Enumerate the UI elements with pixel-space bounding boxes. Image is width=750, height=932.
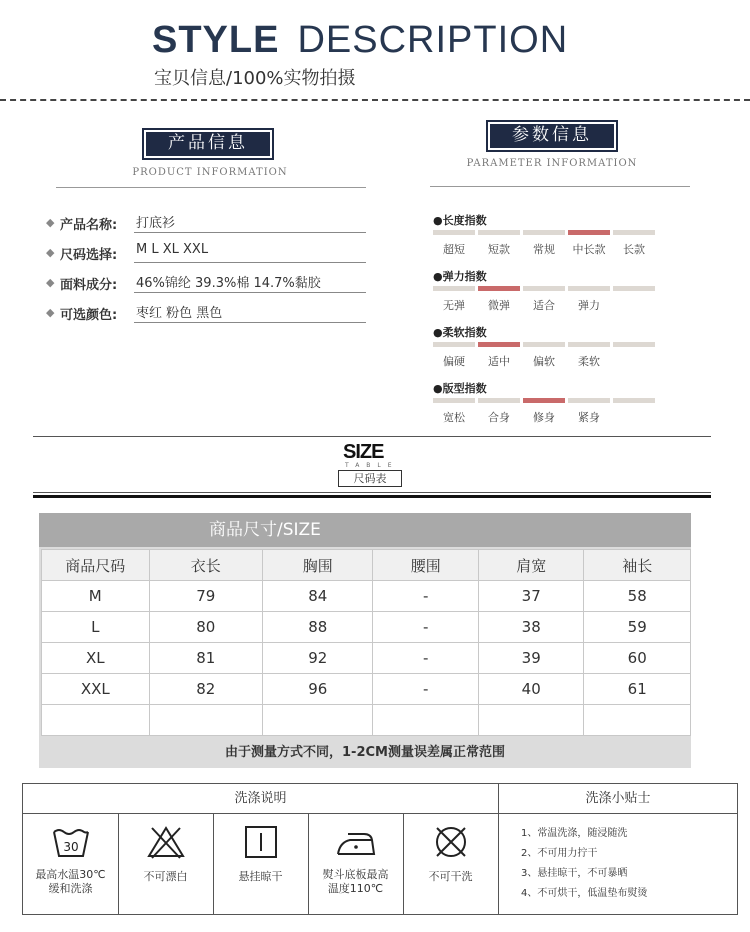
care-symbol-caption bbox=[213, 870, 308, 884]
size-table-cell bbox=[42, 705, 150, 736]
parameter-title: ●长度指数 bbox=[433, 214, 487, 227]
size-table-cell: 60 bbox=[584, 643, 691, 674]
size-table-cell: XXL bbox=[42, 674, 150, 705]
product-info-label: 面料成分: bbox=[60, 278, 118, 293]
parameter-segment bbox=[478, 398, 520, 403]
care-symbol-caption bbox=[308, 868, 403, 896]
dashed-divider bbox=[0, 99, 750, 101]
size-table-cell: 38 bbox=[478, 612, 584, 643]
care-symbol-cell bbox=[308, 814, 404, 914]
parameter-info-heading-en: PARAMETER INFORMATION bbox=[466, 158, 638, 169]
size-heading: SIZE bbox=[343, 441, 384, 463]
care-tip: 4、不可烘干，低温垫布熨烫 bbox=[521, 888, 648, 899]
size-divider-thick bbox=[33, 495, 711, 498]
parameter-segment-selected bbox=[523, 398, 565, 403]
size-table-cell: M bbox=[42, 581, 150, 612]
table-row bbox=[42, 581, 691, 612]
product-info-underline bbox=[134, 322, 366, 323]
parameter-options bbox=[433, 241, 673, 255]
size-table-header-row bbox=[42, 550, 691, 581]
size-table-cell: 40 bbox=[478, 674, 584, 705]
parameter-segment-selected bbox=[478, 342, 520, 347]
parameter-segment bbox=[568, 286, 610, 291]
parameter-options bbox=[433, 409, 673, 423]
parameter-title: ●柔软指数 bbox=[433, 326, 487, 339]
size-table-cell bbox=[373, 705, 478, 736]
size-table-cell: - bbox=[373, 581, 478, 612]
size-table-cell: 79 bbox=[149, 581, 262, 612]
product-info-underline bbox=[134, 292, 366, 293]
care-symbol-cell bbox=[118, 814, 214, 914]
parameter-segment bbox=[568, 342, 610, 347]
table-row bbox=[42, 643, 691, 674]
size-table-header-cell: 胸围 bbox=[263, 550, 373, 581]
care-caption-line: 最高水温30℃ bbox=[35, 868, 106, 881]
size-table-cell: 61 bbox=[584, 674, 691, 705]
size-table-header-cell: 袖长 bbox=[584, 550, 691, 581]
diamond-bullet-icon: ◆ bbox=[46, 306, 55, 319]
parameter-option-label: 柔软 bbox=[578, 355, 600, 368]
parameter-option-label: 适合 bbox=[533, 299, 555, 312]
size-table-title: 商品尺寸/SIZE bbox=[209, 520, 321, 540]
parameter-segment bbox=[523, 286, 565, 291]
parameter-segment bbox=[613, 286, 655, 291]
size-divider-thin bbox=[33, 492, 711, 493]
size-table-cell bbox=[149, 705, 262, 736]
hang-dry-icon bbox=[241, 824, 281, 860]
product-info-heading-en: PRODUCT INFORMATION bbox=[132, 167, 288, 178]
parameter-segment bbox=[433, 230, 475, 235]
size-table-cell: 88 bbox=[263, 612, 373, 643]
product-info-row bbox=[46, 272, 366, 294]
size-table-cell: - bbox=[373, 612, 478, 643]
parameter-segment-selected bbox=[478, 286, 520, 291]
parameter-segment bbox=[433, 398, 475, 403]
care-caption-line: 不可漂白 bbox=[143, 870, 188, 883]
care-symbol-caption bbox=[118, 870, 213, 884]
care-tip: 3、悬挂晾干，不可暴晒 bbox=[521, 868, 628, 879]
size-table-cell: XL bbox=[42, 643, 150, 674]
size-table-cell: 39 bbox=[478, 643, 584, 674]
size-table-cell: 80 bbox=[149, 612, 262, 643]
parameter-option-label: 适中 bbox=[488, 355, 510, 368]
product-info-rule bbox=[56, 187, 366, 188]
page-subtitle: 宝贝信息/100%实物拍摄 bbox=[154, 68, 356, 89]
parameter-option-label: 中长款 bbox=[572, 243, 606, 256]
title-light: DESCRIPTION bbox=[297, 19, 569, 61]
parameter-segment bbox=[613, 230, 655, 235]
size-table-cell: 37 bbox=[478, 581, 584, 612]
parameter-segment bbox=[433, 286, 475, 291]
care-caption-line: 温度110℃ bbox=[327, 882, 384, 895]
size-table-header-cell: 衣长 bbox=[149, 550, 262, 581]
size-table-cell: - bbox=[373, 674, 478, 705]
product-info-heading: 产品信息 bbox=[142, 128, 274, 160]
parameter-option-label: 宽松 bbox=[443, 411, 465, 424]
parameter-scale bbox=[433, 286, 655, 291]
parameter-option-label: 短款 bbox=[488, 243, 510, 256]
title-bold: STYLE bbox=[152, 19, 280, 61]
size-table-cell: 82 bbox=[149, 674, 262, 705]
parameter-option-label: 弹力 bbox=[578, 299, 600, 312]
parameter-segment-selected bbox=[568, 230, 610, 235]
diamond-bullet-icon: ◆ bbox=[46, 276, 55, 289]
size-table-cell: 81 bbox=[149, 643, 262, 674]
product-info-value: 枣红 粉色 黑色 bbox=[136, 306, 223, 321]
table-row bbox=[42, 612, 691, 643]
size-heading-table-word: TABLE bbox=[345, 462, 399, 469]
care-symbol-cell bbox=[23, 814, 119, 914]
parameter-info-rule bbox=[430, 186, 690, 187]
size-table-title-bar bbox=[39, 513, 691, 547]
product-info-label: 产品名称: bbox=[60, 218, 118, 233]
no-bleach-icon bbox=[146, 824, 186, 860]
care-caption-line: 不可干洗 bbox=[428, 870, 473, 883]
parameter-scale bbox=[433, 398, 655, 403]
care-tips-list bbox=[499, 814, 737, 914]
size-table-cell: 84 bbox=[263, 581, 373, 612]
size-table-note: 由于测量方式不同，1-2CM测量误差属正常范围 bbox=[225, 745, 505, 760]
parameter-scale bbox=[433, 230, 655, 235]
parameter-option-label: 修身 bbox=[533, 411, 555, 424]
parameter-option-label: 偏软 bbox=[533, 355, 555, 368]
size-table-cell: L bbox=[42, 612, 150, 643]
no-dry-clean-icon bbox=[431, 824, 471, 860]
care-caption-line: 悬挂晾干 bbox=[238, 870, 283, 883]
care-tips-title: 洗涤小贴士 bbox=[499, 784, 737, 814]
table-row bbox=[42, 705, 691, 736]
parameter-options bbox=[433, 353, 673, 367]
parameter-option-label: 常规 bbox=[533, 243, 555, 256]
parameter-option-label: 紧身 bbox=[578, 411, 600, 424]
parameter-scale bbox=[433, 342, 655, 347]
product-info-row bbox=[46, 212, 366, 234]
size-table-header-cell: 肩宽 bbox=[478, 550, 584, 581]
product-info-value: 打底衫 bbox=[136, 216, 176, 231]
size-table-header-cell: 商品尺码 bbox=[42, 550, 150, 581]
diamond-bullet-icon: ◆ bbox=[46, 216, 55, 229]
size-table-cell: 58 bbox=[584, 581, 691, 612]
parameter-segment bbox=[478, 230, 520, 235]
product-info-value: 46%锦纶 39.3%棉 14.7%黏胶 bbox=[136, 276, 321, 291]
care-symbol-caption bbox=[23, 868, 118, 896]
parameter-segment bbox=[433, 342, 475, 347]
parameter-option-label: 偏硬 bbox=[443, 355, 465, 368]
product-info-row bbox=[46, 242, 366, 264]
product-info-label: 尺码选择: bbox=[60, 248, 118, 263]
size-heading-cn: 尺码表 bbox=[338, 470, 402, 487]
care-caption-line: 熨斗底板最高 bbox=[322, 868, 389, 881]
size-table-panel bbox=[39, 513, 691, 768]
parameter-segment bbox=[613, 342, 655, 347]
parameter-options bbox=[433, 297, 673, 311]
svg-text:30: 30 bbox=[62, 840, 79, 854]
parameter-title: ●弹力指数 bbox=[433, 270, 487, 283]
parameter-segment bbox=[523, 342, 565, 347]
care-symbol-cell bbox=[213, 814, 309, 914]
size-table-cell bbox=[584, 705, 691, 736]
parameter-title: ●版型指数 bbox=[433, 382, 487, 395]
page-title bbox=[152, 18, 568, 61]
product-info-value: M L XL XXL bbox=[136, 242, 209, 257]
parameter-option-label: 微弹 bbox=[488, 299, 510, 312]
care-title: 洗涤说明 bbox=[23, 784, 499, 814]
parameter-option-label: 无弹 bbox=[443, 299, 465, 312]
care-symbol-caption bbox=[403, 870, 498, 884]
size-table bbox=[41, 549, 691, 736]
product-info-label: 可选颜色: bbox=[60, 308, 118, 323]
parameter-option-label: 合身 bbox=[488, 411, 510, 424]
size-table-header-cell: 腰围 bbox=[373, 550, 478, 581]
parameter-segment bbox=[613, 398, 655, 403]
wash-30-icon bbox=[51, 824, 91, 860]
product-info-row bbox=[46, 302, 366, 324]
table-row bbox=[42, 674, 691, 705]
product-info-underline bbox=[134, 262, 366, 263]
size-table-cell: - bbox=[373, 643, 478, 674]
parameter-option-label: 超短 bbox=[443, 243, 465, 256]
parameter-info-heading: 参数信息 bbox=[486, 120, 618, 152]
care-tip: 1、常温洗涤，随浸随洗 bbox=[521, 828, 628, 839]
size-divider-top bbox=[33, 436, 711, 437]
care-caption-line: 缓和洗涤 bbox=[48, 882, 93, 895]
size-table-cell: 59 bbox=[584, 612, 691, 643]
size-table-cell bbox=[478, 705, 584, 736]
parameter-option-label: 长款 bbox=[623, 243, 645, 256]
iron-icon bbox=[334, 824, 378, 860]
parameter-segment bbox=[523, 230, 565, 235]
diamond-bullet-icon: ◆ bbox=[46, 246, 55, 259]
care-tip: 2、不可用力拧干 bbox=[521, 848, 598, 859]
size-table-cell bbox=[263, 705, 373, 736]
care-symbol-cell bbox=[403, 814, 499, 914]
size-table-cell: 92 bbox=[263, 643, 373, 674]
care-table bbox=[22, 783, 738, 915]
parameter-segment bbox=[568, 398, 610, 403]
size-table-cell: 96 bbox=[263, 674, 373, 705]
product-info-underline bbox=[134, 232, 366, 233]
